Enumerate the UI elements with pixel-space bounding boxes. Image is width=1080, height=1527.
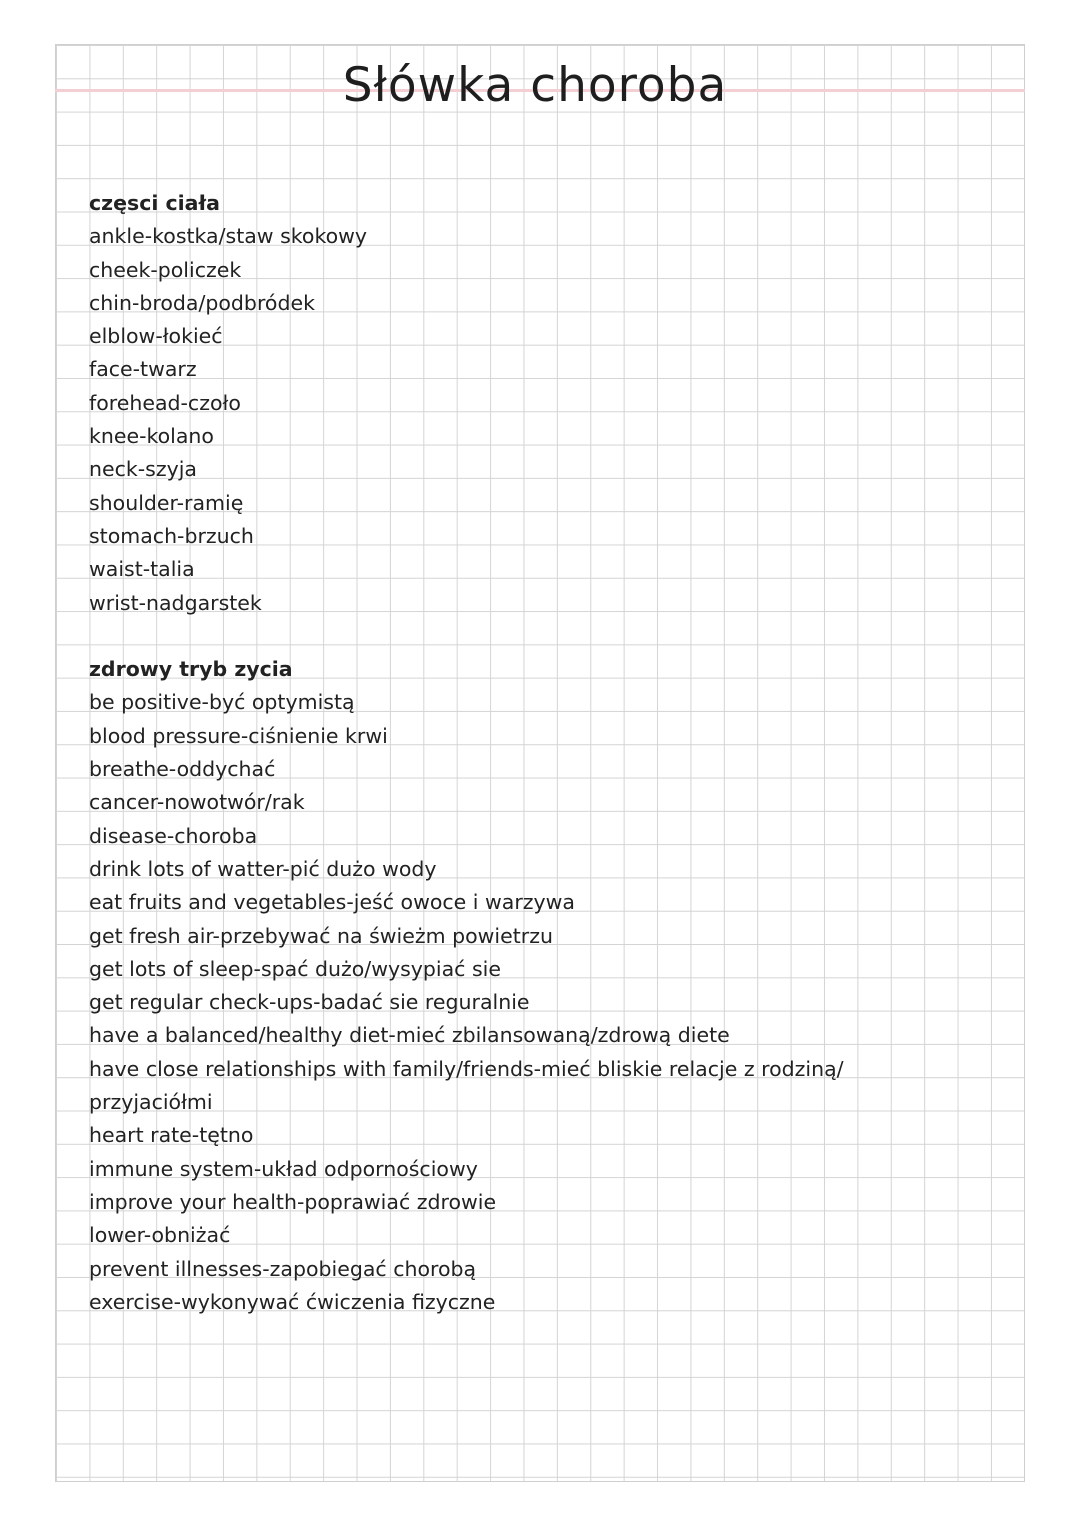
list-item: shoulder-ramię	[89, 490, 244, 515]
list-item: get regular check-ups-badać sie reguralnie	[89, 990, 530, 1015]
list-item: waist-talia	[89, 557, 195, 582]
list-item: drink lots of watter-pić dużo wody	[89, 856, 437, 881]
list-item: chin-broda/podbródek	[89, 290, 315, 315]
list-item: face-twarz	[89, 357, 197, 382]
list-item: have close relationships with family/friends-mieć bliskie relacje z rodziną/	[89, 1056, 844, 1081]
list-item: cancer-nowotwór/rak	[89, 790, 305, 815]
list-item: knee-kolano	[89, 424, 214, 449]
list-item: breathe-oddychać	[89, 757, 276, 782]
list-item: neck-szyja	[89, 457, 197, 482]
list-item: exercise-wykonywać ćwiczenia fizyczne	[89, 1289, 496, 1314]
list-item: get lots of sleep-spać dużo/wysypiać sie	[89, 956, 501, 981]
list-item: prevent illnesses-zapobiegać chorobą	[89, 1256, 477, 1281]
list-item: be positive-być optymistą	[89, 690, 355, 715]
list-item: blood pressure-ciśnienie krwi	[89, 723, 388, 748]
list-item: disease-choroba	[89, 823, 258, 848]
list-item: heart rate-tętno	[89, 1123, 254, 1148]
section-spacer	[89, 620, 1019, 653]
section-heading-healthy-lifestyle: zdrowy tryb zycia	[89, 657, 293, 682]
list-item: przyjaciółmi	[89, 1090, 213, 1115]
list-item: wrist-nadgarstek	[89, 590, 262, 615]
list-item: cheek-policzek	[89, 257, 242, 282]
list-item: ankle-kostka/staw skokowy	[89, 224, 368, 249]
list-item: stomach-brzuch	[89, 523, 254, 548]
page-title: Słówka choroba	[342, 58, 728, 113]
list-item: elblow-łokieć	[89, 324, 223, 349]
list-item: eat fruits and vegetables-jeść owoce i warzywa	[89, 890, 575, 915]
list-item: lower-obniżać	[89, 1223, 231, 1248]
list-item: improve your health-poprawiać zdrowie	[89, 1189, 497, 1214]
list-item: immune system-układ odpornościowy	[89, 1156, 478, 1181]
list-item: get fresh air-przebywać na świeżm powietrzu	[89, 923, 553, 948]
vocabulary-list	[89, 187, 1019, 1319]
section-heading-body-parts: częsci ciała	[89, 191, 220, 215]
list-item: have a balanced/healthy diet-mieć zbilansowaną/zdrową diete	[89, 1023, 730, 1048]
list-item: forehead-czoło	[89, 390, 241, 415]
